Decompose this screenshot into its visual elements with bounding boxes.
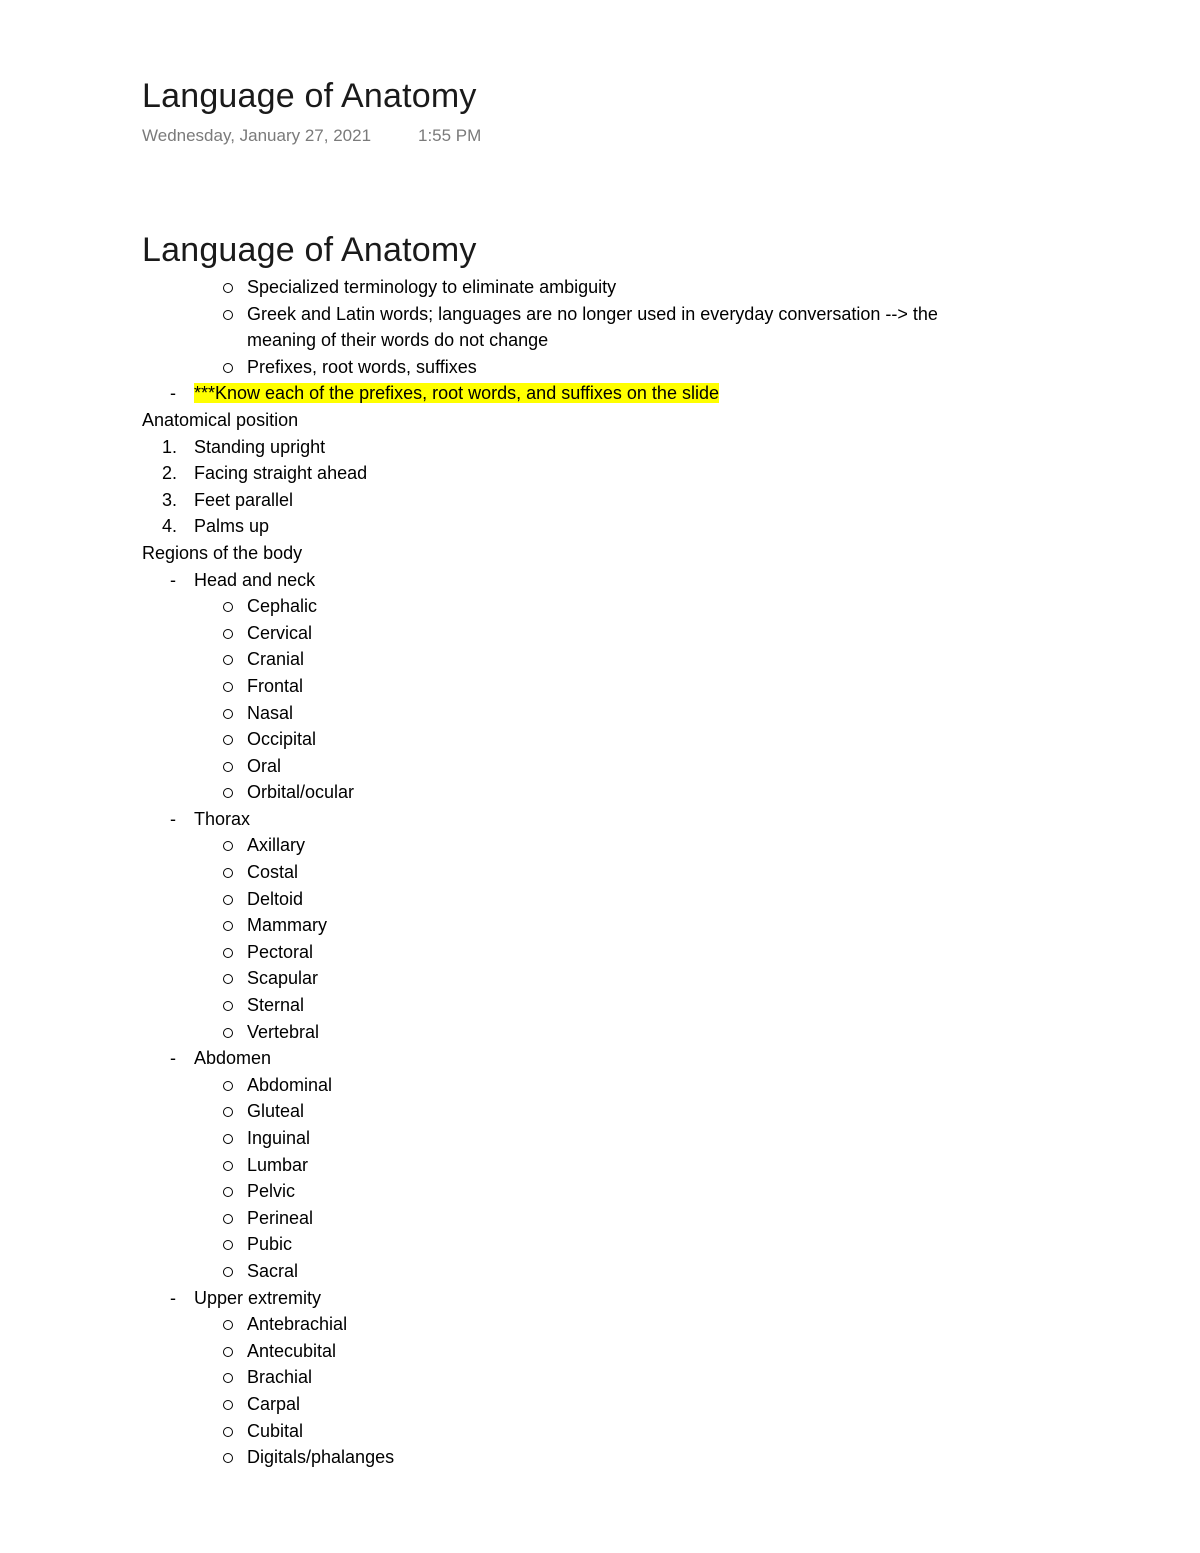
item-number: 3. bbox=[162, 489, 178, 510]
region-item-text: Pectoral bbox=[247, 941, 314, 962]
circle-bullet-icon bbox=[223, 1161, 233, 1171]
region-item-text: Sternal bbox=[247, 995, 305, 1016]
section-heading: Language of Anatomy bbox=[142, 231, 477, 269]
region-item bbox=[142, 779, 1082, 806]
region-item-text: Nasal bbox=[247, 702, 294, 723]
dash-bullet-icon: - bbox=[170, 569, 176, 590]
circle-bullet-icon bbox=[223, 655, 233, 665]
region-item bbox=[142, 646, 1082, 673]
page-title: Language of Anatomy bbox=[142, 77, 477, 115]
circle-bullet-icon bbox=[223, 841, 233, 851]
circle-bullet-icon bbox=[223, 735, 233, 745]
region-item bbox=[142, 593, 1082, 620]
list-item-text: Prefixes, root words, suffixes bbox=[247, 356, 477, 377]
numbered-item bbox=[142, 513, 1082, 540]
numbered-item bbox=[142, 460, 1082, 487]
region-item bbox=[142, 1418, 1082, 1445]
region-item bbox=[142, 1125, 1082, 1152]
item-text: Standing upright bbox=[194, 436, 326, 457]
circle-bullet-icon bbox=[223, 283, 233, 293]
region-item bbox=[142, 726, 1082, 753]
region-item bbox=[142, 1258, 1082, 1285]
circle-bullet-icon bbox=[223, 1400, 233, 1410]
circle-bullet-icon bbox=[223, 948, 233, 958]
page-time: 1:55 PM bbox=[418, 126, 482, 145]
region-item bbox=[142, 1391, 1082, 1418]
region-item-text: Inguinal bbox=[247, 1128, 311, 1148]
region-item-text: Costal bbox=[247, 862, 299, 883]
circle-bullet-icon bbox=[223, 1453, 233, 1463]
region-item-text: Pubic bbox=[247, 1234, 293, 1255]
region-item bbox=[142, 939, 1082, 966]
circle-bullet-icon bbox=[223, 1347, 233, 1357]
circle-bullet-icon bbox=[223, 1187, 233, 1197]
circle-bullet-icon bbox=[223, 363, 233, 373]
region-item bbox=[142, 1152, 1082, 1179]
region-item bbox=[142, 965, 1082, 992]
region-group-name: Upper extremity bbox=[194, 1287, 322, 1308]
regions-list bbox=[142, 567, 1082, 1471]
circle-bullet-icon bbox=[223, 1001, 233, 1011]
item-number: 1. bbox=[162, 436, 178, 457]
item-text: Facing straight ahead bbox=[194, 463, 368, 484]
region-item bbox=[142, 832, 1082, 859]
region-item bbox=[142, 886, 1082, 913]
circle-bullet-icon bbox=[223, 921, 233, 931]
region-item-text: Antecubital bbox=[247, 1340, 337, 1361]
circle-bullet-icon bbox=[223, 1240, 233, 1250]
item-number: 4. bbox=[162, 516, 178, 537]
note-page bbox=[142, 72, 1082, 1471]
region-group bbox=[142, 1285, 1082, 1312]
dash-bullet-icon: - bbox=[170, 1048, 176, 1069]
region-item-text: Brachial bbox=[247, 1367, 313, 1388]
region-item-text: Vertebral bbox=[247, 1021, 320, 1042]
anatomical-position-list bbox=[142, 434, 1082, 540]
item-number: 2. bbox=[162, 463, 178, 484]
list-item-text: Specialized terminology to eliminate ambiguity bbox=[247, 277, 617, 297]
region-item-text: Scapular bbox=[247, 968, 319, 989]
circle-bullet-icon bbox=[223, 310, 233, 320]
circle-bullet-icon bbox=[223, 682, 233, 692]
region-item-text: Lumbar bbox=[247, 1154, 309, 1175]
region-item bbox=[142, 859, 1082, 886]
dash-bullet-icon: - bbox=[170, 383, 176, 404]
circle-bullet-icon bbox=[223, 1134, 233, 1144]
region-item-text: Axillary bbox=[247, 835, 306, 856]
region-item-text: Antebrachial bbox=[247, 1314, 348, 1335]
region-item bbox=[142, 1019, 1082, 1046]
region-item-text: Deltoid bbox=[247, 888, 304, 909]
region-item bbox=[142, 1205, 1082, 1232]
region-item bbox=[142, 1072, 1082, 1099]
region-item bbox=[142, 1178, 1082, 1205]
intro-list bbox=[142, 274, 1082, 407]
numbered-item bbox=[142, 487, 1082, 514]
region-group bbox=[142, 806, 1082, 833]
region-group-name: Thorax bbox=[194, 808, 251, 829]
region-item-text: Pelvic bbox=[247, 1181, 296, 1202]
list-item bbox=[142, 354, 1082, 381]
region-item bbox=[142, 912, 1082, 939]
region-item-text: Abdominal bbox=[247, 1074, 333, 1095]
circle-bullet-icon bbox=[223, 709, 233, 719]
region-item-text: Carpal bbox=[247, 1393, 301, 1414]
region-item-text: Oral bbox=[247, 755, 282, 776]
circle-bullet-icon bbox=[223, 1214, 233, 1224]
regions-label: Regions of the body bbox=[142, 542, 303, 563]
region-item-text: Mammary bbox=[247, 915, 327, 936]
circle-bullet-icon bbox=[223, 602, 233, 612]
region-item bbox=[142, 620, 1082, 647]
region-item-text: Occipital bbox=[247, 729, 317, 750]
numbered-item bbox=[142, 434, 1082, 461]
region-group-name: Abdomen bbox=[194, 1048, 272, 1069]
region-item bbox=[142, 673, 1082, 700]
circle-bullet-icon bbox=[223, 762, 233, 772]
region-item-text: Cubital bbox=[247, 1420, 304, 1441]
region-item-text: Cranial bbox=[247, 649, 305, 670]
region-item bbox=[142, 1364, 1082, 1391]
region-item-text: Frontal bbox=[247, 675, 304, 696]
region-item bbox=[142, 1098, 1082, 1125]
circle-bullet-icon bbox=[223, 1320, 233, 1330]
highlighted-note: ***Know each of the prefixes, root words, and suffixes on the slide bbox=[194, 383, 719, 404]
circle-bullet-icon bbox=[223, 895, 233, 905]
dash-bullet-icon: - bbox=[170, 808, 176, 829]
circle-bullet-icon bbox=[223, 788, 233, 798]
circle-bullet-icon bbox=[223, 974, 233, 984]
region-item-text: Cervical bbox=[247, 622, 313, 643]
region-item-text: Cephalic bbox=[247, 596, 318, 617]
circle-bullet-icon bbox=[223, 868, 233, 878]
region-item-text: Gluteal bbox=[247, 1101, 305, 1122]
region-item bbox=[142, 753, 1082, 780]
page-date: Wednesday, January 27, 2021 bbox=[142, 126, 372, 145]
list-item-highlight bbox=[142, 380, 1082, 407]
circle-bullet-icon bbox=[223, 1427, 233, 1437]
region-item bbox=[142, 700, 1082, 727]
circle-bullet-icon bbox=[223, 1028, 233, 1038]
region-item bbox=[142, 992, 1082, 1019]
page-meta bbox=[142, 124, 1082, 148]
region-group bbox=[142, 567, 1082, 594]
dash-bullet-icon: - bbox=[170, 1287, 176, 1308]
anatomical-position-label: Anatomical position bbox=[142, 409, 299, 430]
region-item-text: Perineal bbox=[247, 1207, 314, 1228]
circle-bullet-icon bbox=[223, 1267, 233, 1277]
region-item-text: Digitals/phalanges bbox=[247, 1447, 395, 1468]
region-item-text: Sacral bbox=[247, 1260, 299, 1281]
region-group bbox=[142, 1045, 1082, 1072]
item-text: Palms up bbox=[194, 516, 270, 537]
region-group-name: Head and neck bbox=[194, 569, 316, 590]
region-item bbox=[142, 1444, 1082, 1471]
region-item-text: Orbital/ocular bbox=[247, 782, 355, 803]
circle-bullet-icon bbox=[223, 1081, 233, 1091]
list-item-text-continued: meaning of their words do not change bbox=[247, 330, 549, 351]
circle-bullet-icon bbox=[223, 1107, 233, 1117]
list-item-text: Greek and Latin words; languages are no longer used in everyday conversation --> the bbox=[247, 303, 938, 324]
circle-bullet-icon bbox=[223, 629, 233, 639]
circle-bullet-icon bbox=[223, 1373, 233, 1383]
list-item bbox=[142, 274, 1082, 301]
region-item bbox=[142, 1338, 1082, 1365]
list-item bbox=[142, 301, 1082, 354]
region-item bbox=[142, 1231, 1082, 1258]
item-text: Feet parallel bbox=[194, 489, 294, 510]
region-item bbox=[142, 1311, 1082, 1338]
